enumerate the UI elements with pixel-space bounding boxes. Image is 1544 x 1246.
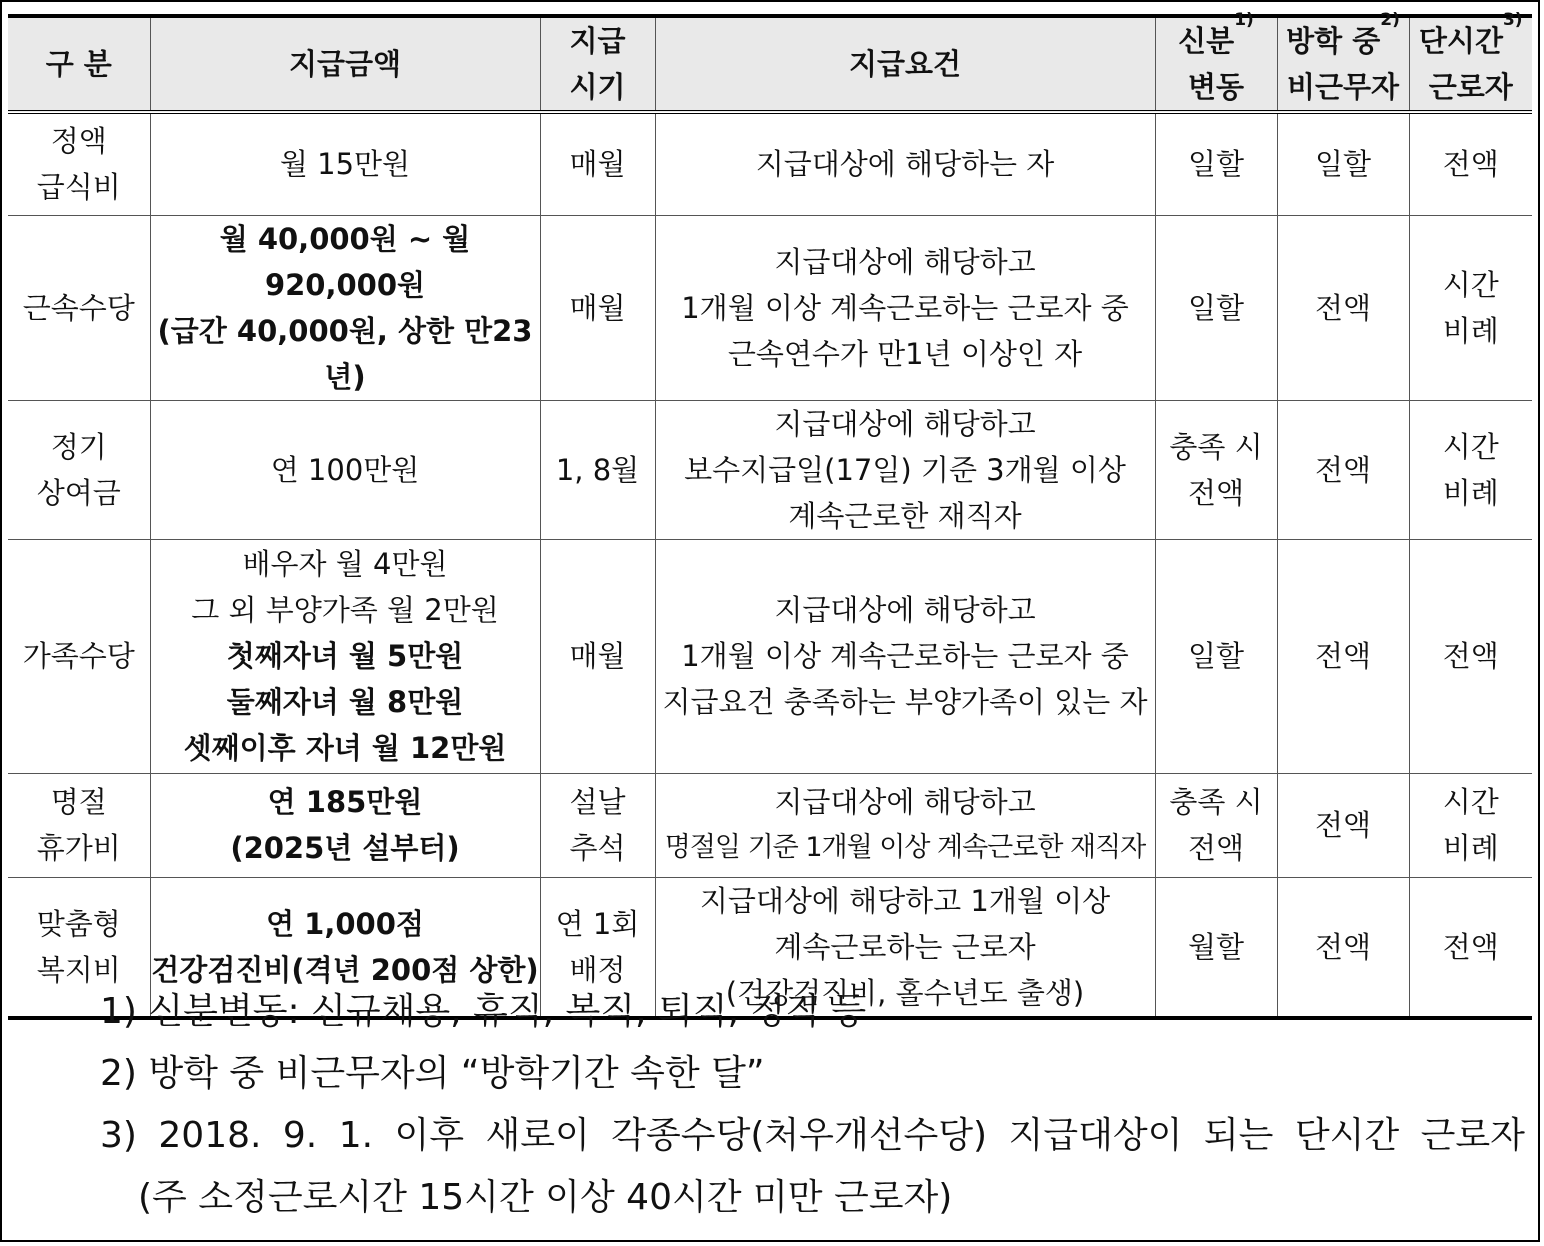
- cell-line: 설날: [569, 785, 626, 819]
- cell-line: (급간 40,000원, 상한 만23년): [157, 313, 533, 394]
- vacation-cell: [1277, 400, 1409, 539]
- cell-line: 전액: [1314, 929, 1372, 964]
- status-change-cell: [1155, 215, 1277, 400]
- status-change-cell: [1155, 539, 1277, 773]
- cell-line: 매월: [569, 147, 626, 182]
- cell-line: 연 185만원: [267, 785, 423, 819]
- cell-line: 전액: [1314, 639, 1372, 673]
- cell-line: 맞춤형: [36, 906, 121, 941]
- cell-line: 가족수당: [22, 639, 135, 673]
- amount-cell: [150, 215, 540, 400]
- part-time-cell: [1409, 400, 1532, 539]
- header-requirement: 지급요건: [655, 16, 1155, 112]
- status-change-cell: [1155, 877, 1277, 1018]
- cell-line: 근속연수가 만1년 이상인 자: [727, 336, 1083, 371]
- cell-line: 일할: [1187, 290, 1245, 325]
- cell-line: 건강검진비(격년 200점 상한): [151, 952, 539, 987]
- part-time-cell: [1409, 539, 1532, 773]
- cell-line: 복지비: [36, 952, 121, 987]
- cell-line: (2025년 설부터): [230, 831, 460, 865]
- cell-line: (건강검진비, 홀수년도 출생): [725, 975, 1085, 1010]
- cell-line: 월할: [1187, 929, 1245, 964]
- status-change-cell: [1155, 112, 1277, 215]
- table-row: [8, 539, 1532, 773]
- cell-line: 비례: [1442, 831, 1499, 865]
- table-row: [8, 215, 1532, 400]
- requirement-cell: [655, 400, 1155, 539]
- vacation-cell: [1277, 773, 1409, 877]
- cell-line: 지급대상에 해당하고: [774, 406, 1036, 441]
- table-row: [8, 400, 1532, 539]
- part-time-cell: [1409, 215, 1532, 400]
- header-vacation-nonworker: 방학 중$^{2)}$ 비근무자: [1277, 16, 1409, 112]
- category-cell: [8, 112, 150, 215]
- header-status-change: 신분$^{1)}$ 변동: [1155, 16, 1277, 112]
- amount-cell: [150, 773, 540, 877]
- timing-cell: [540, 773, 655, 877]
- cell-line: 월 40,000원 ~ 월 920,000원: [219, 221, 471, 302]
- cell-line: 지급대상에 해당하고: [774, 593, 1036, 627]
- cell-line: 월 15만원: [279, 147, 411, 182]
- category-cell: [8, 773, 150, 877]
- cell-line: 배정: [569, 952, 626, 987]
- cell-line: 명절일 기준 1개월 이상 계속근로한 재직자: [664, 832, 1146, 863]
- cell-line: 전액: [1314, 808, 1372, 842]
- requirement-cell: [655, 773, 1155, 877]
- header-row: [8, 16, 1532, 112]
- cell-line: 지급대상에 해당하고 1개월 이상: [699, 883, 1111, 918]
- status-change-cell: [1155, 400, 1277, 539]
- cell-line: 1개월 이상 계속근로하는 근로자 중: [681, 639, 1129, 673]
- amount-cell: [150, 539, 540, 773]
- cell-line: 계속근로한 재직자: [788, 498, 1022, 533]
- cell-line: 둘째자녀 월 8만원: [226, 685, 464, 719]
- cell-line: 전액: [1442, 639, 1499, 673]
- cell-line: 전액: [1314, 290, 1372, 325]
- footnote-3-cont: (주 소정근로시간 15시간 이상 40시간 미만 근로자): [138, 1177, 953, 1218]
- cell-line: 그 외 부양가족 월 2만원: [191, 593, 499, 627]
- cell-line: 충족 시: [1169, 785, 1263, 819]
- part-time-cell: [1409, 877, 1532, 1018]
- cell-line: 일할: [1314, 147, 1372, 182]
- vacation-cell: [1277, 112, 1409, 215]
- timing-cell: [540, 400, 655, 539]
- header-timing: 지급 시기: [540, 16, 655, 112]
- cell-line: 충족 시: [1169, 429, 1263, 464]
- footnote-1: 1) 신분변동: 신규채용, 휴직, 복직, 퇴직, 정직 등: [100, 991, 867, 1032]
- table-row: [8, 112, 1532, 215]
- category-cell: [8, 539, 150, 773]
- footnote-3: 3) 2018. 9. 1. 이후 새로이 각종수당(처우개선수당) 지급대상이 되는 단시간 근로자: [100, 1115, 1525, 1156]
- cell-line: 지급대상에 해당하는 자: [755, 147, 1055, 182]
- requirement-cell: [655, 215, 1155, 400]
- cell-line: 일할: [1187, 147, 1245, 182]
- cell-line: 지급대상에 해당하고: [774, 785, 1036, 819]
- cell-line: 근속수당: [22, 290, 135, 325]
- cell-line: 시간: [1442, 429, 1499, 464]
- part-time-cell: [1409, 773, 1532, 877]
- cell-line: 연 100만원: [270, 452, 420, 487]
- cell-line: 시간: [1442, 785, 1499, 819]
- cell-line: 1, 8월: [555, 452, 640, 487]
- amount-cell: [150, 112, 540, 215]
- cell-line: 매월: [569, 639, 626, 673]
- part-time-cell: [1409, 112, 1532, 215]
- cell-line: 보수지급일(17일) 기준 3개월 이상: [684, 452, 1126, 487]
- header-part-time: 단시간$^{3)}$ 근로자: [1409, 16, 1532, 112]
- cell-line: 정액: [50, 124, 107, 159]
- vacation-cell: [1277, 539, 1409, 773]
- timing-cell: [540, 215, 655, 400]
- header-category: 구 분: [8, 16, 150, 112]
- cell-line: 전액: [1187, 475, 1245, 510]
- category-cell: [8, 400, 150, 539]
- cell-line: 추석: [569, 831, 626, 865]
- status-change-cell: [1155, 773, 1277, 877]
- cell-line: 계속근로하는 근로자: [774, 929, 1036, 964]
- cell-line: 시간: [1442, 267, 1499, 302]
- cell-line: 휴가비: [36, 831, 121, 865]
- cell-line: 상여금: [36, 475, 121, 510]
- header-amount: 지급금액: [150, 16, 540, 112]
- cell-line: 연 1,000점: [266, 906, 424, 941]
- cell-line: 연 1회: [555, 906, 640, 941]
- cell-line: 급식비: [36, 170, 121, 205]
- cell-line: 1개월 이상 계속근로하는 근로자 중: [681, 290, 1129, 325]
- allowance-table: [8, 10, 1532, 1020]
- cell-line: 전액: [1314, 452, 1372, 487]
- cell-line: 전액: [1187, 831, 1245, 865]
- category-cell: [8, 215, 150, 400]
- requirement-cell: [655, 539, 1155, 773]
- cell-line: 배우자 월 4만원: [242, 547, 448, 581]
- timing-cell: [540, 112, 655, 215]
- cell-line: 전액: [1442, 147, 1499, 182]
- vacation-cell: [1277, 215, 1409, 400]
- table-row: [8, 773, 1532, 877]
- cell-line: 정기: [50, 429, 107, 464]
- vacation-cell: [1277, 877, 1409, 1018]
- amount-cell: [150, 400, 540, 539]
- cell-line: 지급대상에 해당하고: [774, 244, 1036, 279]
- cell-line: 셋째이후 자녀 월 12만원: [183, 731, 507, 765]
- cell-line: 매월: [569, 290, 626, 325]
- cell-line: 명절: [50, 785, 107, 819]
- cell-line: 비례: [1442, 313, 1499, 348]
- cell-line: 전액: [1442, 929, 1499, 964]
- timing-cell: [540, 539, 655, 773]
- cell-line: 일할: [1187, 639, 1245, 673]
- cell-line: 첫째자녀 월 5만원: [226, 639, 464, 673]
- footnote-2: 2) 방학 중 비근무자의 “방학기간 속한 달”: [100, 1053, 765, 1094]
- cell-line: 비례: [1442, 475, 1499, 510]
- cell-line: 지급요건 충족하는 부양가족이 있는 자: [662, 685, 1148, 719]
- requirement-cell: [655, 112, 1155, 215]
